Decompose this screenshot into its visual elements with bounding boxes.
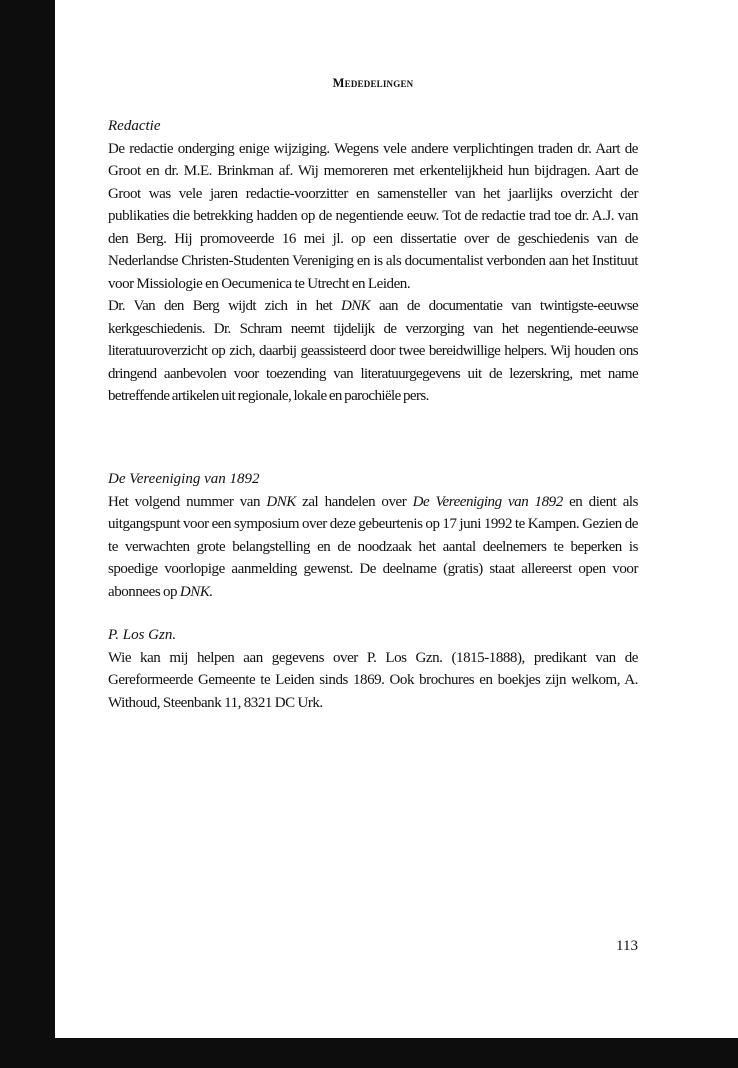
text-run: zal handelen over (295, 493, 413, 510)
paragraph (108, 491, 638, 604)
text-run-italic: DNK (266, 493, 296, 510)
page-number: 113 (616, 938, 638, 954)
text-run-italic: DNK. (179, 583, 213, 600)
page-heading: Mededelingen (332, 76, 414, 90)
section-title: P. Los Gzn. (108, 627, 177, 643)
text-run: Het volgend nummer van (108, 493, 267, 510)
text-run: en dient als uitgangspunt voor een symposium over deze gebeurtenis op 17 juni 1992 te Kampen. Gezien de te verwachten grote belangstelling en de noodzaak het aantal deelnemers te beperken is spoedige voorlopige aanmelding gewenst. De deelname (gratis) staat allereerst open voor abonnees op (108, 493, 639, 600)
section-title: Redactie (108, 118, 161, 134)
section-title: De Vereeniging van 1892 (108, 471, 260, 487)
section-los-gzn (108, 624, 638, 714)
paragraph (108, 295, 638, 408)
section-vereeniging (108, 468, 638, 603)
text-run-italic: DNK (341, 298, 371, 314)
paragraph (108, 647, 638, 715)
text-run: aan de documentatie van twintigste-eeuwse kerkgeschiedenis. Dr. Schram neemt tijdelijk de verzorging van het negentiende-eeuwse literatuuroverzicht op zich, daarbij geassisteerd door twee bereidwillige helpers. Wij houden ons dringend aanbevolen voor toezending van literatuurgegevens uit de lezerskring, met name betreffende artikelen uit regionale, lokale en parochiële pers. (108, 298, 638, 404)
text-run-italic: De Vereeniging van 1892 (412, 493, 563, 510)
section-redactie (108, 115, 638, 408)
text-run: Wie kan mij helpen aan gegevens over P. Los Gzn. (1815-1888), predikant van de Gereformeerde Gemeente te Leiden sinds 1869. Ook brochures en boekjes zijn welkom, A. Withoud, Steenbank 11, 8321 DC Urk. (108, 649, 638, 711)
scan-border-bottom (0, 1038, 738, 1068)
text-run: De redactie onderging enige wijziging. Wegens vele andere verplichtingen traden dr. Aart de Groot en dr. M.E. Brinkman af. Wij memoreren met erkentelijkheid hun bijdragen. Aart de Groot was vele jaren redactie-voorzitter en samensteller van het jaarlijks overzicht der publikaties die betrekking hadden op de negentiende eeuw. Tot de redactie trad toe dr. A.J. van den Berg. Hij promoveerde 16 mei jl. op een dissertatie over de geschiedenis van de Nederlandse Christen-Studenten Vereniging en is als documentalist verbonden aan het Instituut voor Missiologie en Oecumenica te Utrecht en Leiden. (108, 140, 638, 292)
paragraph (108, 138, 638, 296)
text-run: Dr. Van den Berg wijdt zich in het (108, 298, 342, 314)
scan-border-left (0, 0, 55, 1068)
